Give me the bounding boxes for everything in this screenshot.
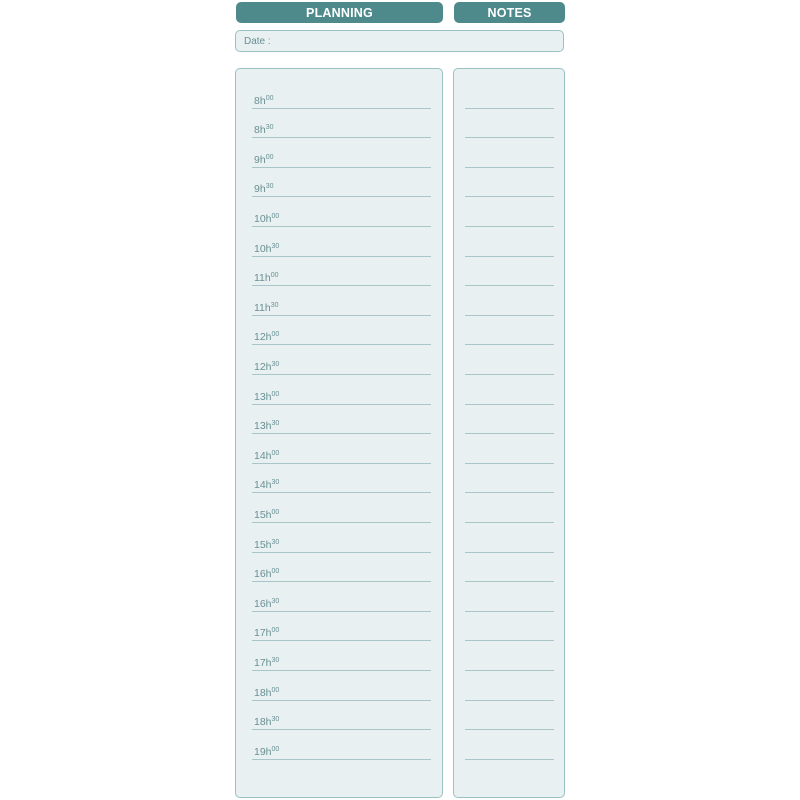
note-line[interactable]: [465, 168, 554, 198]
time-minute: 00: [271, 686, 280, 694]
time-label: [254, 94, 273, 108]
note-line[interactable]: [465, 464, 554, 494]
time-hour: 12h: [254, 331, 272, 344]
time-label: [254, 301, 279, 315]
time-slot[interactable]: [252, 671, 431, 701]
time-minute: 00: [271, 212, 280, 220]
time-slot[interactable]: [252, 701, 431, 731]
time-minute: 30: [270, 301, 279, 309]
time-minute: 30: [265, 183, 274, 191]
time-minute: 30: [265, 124, 274, 132]
time-label: [254, 478, 279, 492]
time-hour: 17h: [254, 627, 272, 640]
time-hour: 18h: [254, 686, 272, 699]
note-line[interactable]: [465, 138, 554, 168]
time-slot[interactable]: [252, 79, 431, 109]
note-line[interactable]: [465, 553, 554, 583]
time-hour: 8h: [254, 94, 266, 107]
time-slot[interactable]: [252, 730, 431, 760]
time-minute: 00: [265, 153, 274, 161]
time-slot[interactable]: [252, 345, 431, 375]
time-hour: 19h: [254, 745, 272, 758]
time-label: [254, 182, 273, 196]
time-hour: 8h: [254, 124, 266, 137]
time-minute: 00: [271, 627, 280, 635]
time-slot[interactable]: [252, 227, 431, 257]
time-minute: 30: [271, 597, 280, 605]
time-label: [254, 626, 279, 640]
time-minute: 00: [271, 745, 280, 753]
time-minute: 30: [271, 656, 280, 664]
time-hour: 17h: [254, 656, 272, 669]
note-line[interactable]: [465, 730, 554, 760]
note-line[interactable]: [465, 227, 554, 257]
time-hour: 15h: [254, 538, 272, 551]
time-hour: 14h: [254, 449, 272, 462]
time-hour: 10h: [254, 212, 272, 225]
time-label: [254, 330, 279, 344]
time-slot[interactable]: [252, 434, 431, 464]
time-slot[interactable]: [252, 641, 431, 671]
time-minute: 30: [271, 360, 280, 368]
note-line[interactable]: [465, 286, 554, 316]
time-hour: 15h: [254, 508, 272, 521]
notes-header: [454, 2, 565, 23]
time-slot[interactable]: [252, 286, 431, 316]
time-minute: 30: [271, 420, 280, 428]
note-line[interactable]: [465, 641, 554, 671]
time-slot[interactable]: [252, 612, 431, 642]
note-line[interactable]: [465, 612, 554, 642]
note-line[interactable]: [465, 375, 554, 405]
planning-header: [236, 2, 443, 23]
note-line[interactable]: [465, 671, 554, 701]
time-hour: 11h: [254, 301, 271, 314]
time-label: [254, 153, 273, 167]
planning-panel: [235, 68, 443, 798]
note-line[interactable]: [465, 79, 554, 109]
note-line[interactable]: [465, 405, 554, 435]
time-slot[interactable]: [252, 464, 431, 494]
note-line[interactable]: [465, 582, 554, 612]
date-field[interactable]: [235, 30, 564, 52]
time-hour: 18h: [254, 716, 272, 729]
time-label: [254, 715, 279, 729]
time-hour: 14h: [254, 479, 272, 492]
time-label: [254, 123, 273, 137]
time-slot[interactable]: [252, 523, 431, 553]
note-line[interactable]: [465, 701, 554, 731]
time-minute: 00: [271, 390, 280, 398]
time-slot[interactable]: [252, 405, 431, 435]
time-hour: 11h: [254, 272, 271, 285]
time-minute: 30: [271, 479, 280, 487]
note-line[interactable]: [465, 523, 554, 553]
note-line[interactable]: [465, 345, 554, 375]
date-label: Date :: [244, 35, 271, 47]
time-minute: 00: [271, 568, 280, 576]
time-minute: 00: [270, 272, 279, 280]
time-minute: 00: [271, 449, 280, 457]
time-label: [254, 745, 279, 759]
time-slot[interactable]: [252, 553, 431, 583]
note-line[interactable]: [465, 257, 554, 287]
time-minute: 00: [271, 331, 280, 339]
note-line[interactable]: [465, 493, 554, 523]
time-label: [254, 212, 279, 226]
time-slot[interactable]: [252, 168, 431, 198]
time-minute: 30: [271, 242, 280, 250]
time-slot[interactable]: [252, 197, 431, 227]
time-hour: 13h: [254, 420, 272, 433]
time-minute: 00: [265, 94, 274, 102]
time-minute: 30: [271, 538, 280, 546]
time-slot[interactable]: [252, 138, 431, 168]
time-label: [254, 686, 279, 700]
note-line[interactable]: [465, 316, 554, 346]
time-slot[interactable]: [252, 582, 431, 612]
time-hour: 13h: [254, 390, 272, 403]
time-slot[interactable]: [252, 257, 431, 287]
time-label: [254, 567, 279, 581]
time-hour: 10h: [254, 242, 272, 255]
time-label: [254, 508, 279, 522]
notes-title: NOTES: [487, 5, 532, 20]
time-hour: 9h: [254, 183, 266, 196]
time-label: [254, 449, 279, 463]
time-hour: 16h: [254, 597, 272, 610]
time-label: [254, 419, 279, 433]
time-label: [254, 597, 279, 611]
note-line[interactable]: [465, 109, 554, 139]
time-label: [254, 538, 279, 552]
time-label: [254, 390, 279, 404]
time-slot[interactable]: [252, 493, 431, 523]
time-hour: 12h: [254, 360, 272, 373]
time-label: [254, 360, 279, 374]
notes-panel: [453, 68, 565, 798]
time-slot[interactable]: [252, 375, 431, 405]
planning-title: PLANNING: [306, 5, 373, 20]
time-slot[interactable]: [252, 109, 431, 139]
time-hour: 16h: [254, 568, 272, 581]
time-hour: 9h: [254, 153, 266, 166]
time-minute: 00: [271, 508, 280, 516]
note-line[interactable]: [465, 197, 554, 227]
time-label: [254, 656, 279, 670]
time-slot[interactable]: [252, 316, 431, 346]
time-label: [254, 242, 279, 256]
time-minute: 30: [271, 716, 280, 724]
time-label: [254, 271, 279, 285]
note-line[interactable]: [465, 434, 554, 464]
